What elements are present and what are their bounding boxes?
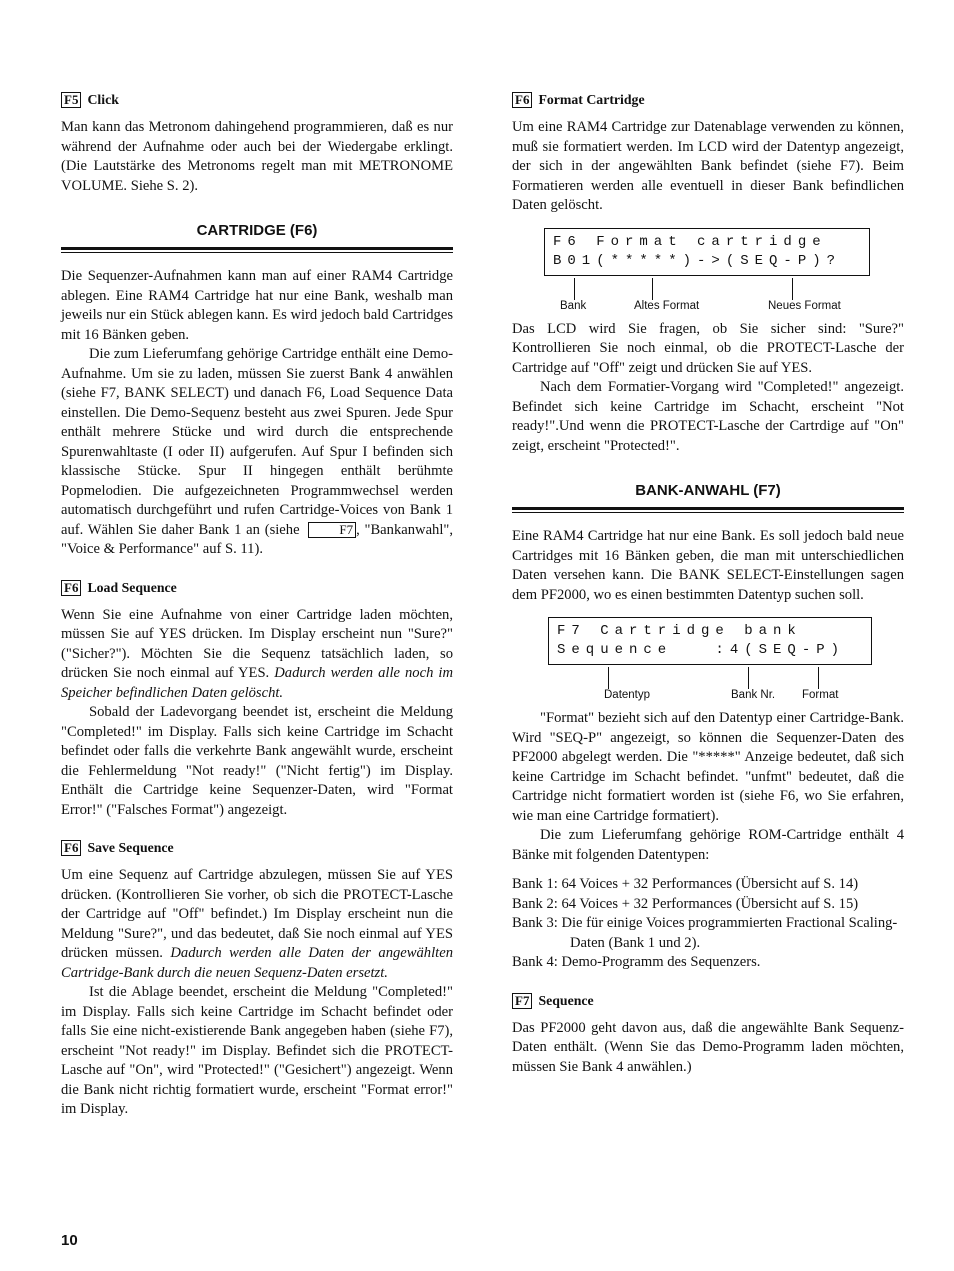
label-bank-nr: Bank Nr. [731, 689, 776, 701]
cartridge-heading: CARTRIDGE (F6) [196, 222, 318, 239]
section-rule [61, 247, 453, 253]
f5-key: F5 [61, 92, 81, 108]
label-new-format: Neues Format [768, 299, 841, 312]
load-title: Load Sequence [87, 579, 177, 595]
format-paragraph-3: Nach dem Formatier-Vorgang wird "Completed!" angezeigt. Befindet sich keine Cartridge im Schacht, erscheint "Not ready!".Und wenn die PROTECT-Lasche der Cartrdige auf "On" zeigt, erscheint "Protected!". [512, 379, 904, 454]
f6-key: F6 [512, 92, 532, 108]
save-paragraph-1: Um eine Sequenz auf Cartridge abzulegen, müssen Sie auf YES drücken. (Kontrollieren Sie vorher, ob sich die PROTECT-Lasche der Cartridge auf "Off" befindet.) Im Display erscheint nun die Meldung "Sure?", und das bedeutet, daß Sie noch einmal auf YES drücken müssen. Dadurch werden alle Daten der angewählten Cartridge-Bank durch die neuen Sequenz-Daten ersetzt. [61, 867, 453, 981]
label-old-format: Altes Format [634, 299, 700, 312]
arrow-format [818, 667, 819, 689]
save-paragraph-2: Ist die Ablage beendet, erscheint die Meldung "Completed!" im Display. Falls sich keine Cartridge im Schacht befindet oder falls Sie eine nicht-existierende Bank angegeben haben (siehe F7), erscheint "Not ready!" im Display. Befindet sich die PROTECT-Lasche auf "On", wird "Protected!" ("Gesichert") angezeigt. Wenn die Bank nicht richtig formatiert wurde, erscheint "Format error!" im Display. [61, 984, 453, 1117]
section-rule [512, 507, 904, 513]
save-subheading [61, 840, 453, 856]
format-title: Format Cartridge [538, 92, 645, 107]
list-item: Bank 1: 64 Voices + 32 Performances (Übersicht auf S. 14) [512, 876, 859, 892]
bank-paragraph-2: "Format" bezieht sich auf den Datentyp einer Cartridge-Bank. Wird "SEQ-P" angezeigt, so können die Sequenzer-Daten des PF2000 abgelegt werden. Die "*****" Anzeige bedeutet, daß sich keine Cartridge im Schacht befindet. "unfmt" bedeutet, daß die Cartridge nicht formatiert worden ist (siehe F6, wo Sie erfahren, wie man eine Cartridge formatiert). [512, 710, 904, 824]
list-item: Bank 3: Die für einige Voices programmierten Fractional Scaling-Daten (Bank 1 und 2). [512, 915, 898, 951]
save-title: Save Sequence [87, 840, 174, 855]
click-subheading [61, 92, 453, 108]
arrow-bank-nr [748, 667, 749, 689]
load-paragraph-1: Wenn Sie eine Aufnahme von einer Cartridge laden möchten, müssen Sie auf YES drücken. Im Display erscheint nun "Sure?" ("Sicher?"). Möchten Sie die Sequenz tatsächlich laden, so drücken Sie noch einmal auf YES. Dadurch werden alle noch im Speicher befindlichen Daten gelöscht. [61, 606, 454, 701]
f7-key-ref: F7 [308, 522, 356, 538]
sequence-title: Sequence [538, 992, 594, 1008]
click-paragraph: Man kann das Metronom dahingehend programmieren, daß es nur während der Aufnahme oder auch bei der Wiedergabe erklingt. (Die Lautstärke des Metronoms regelt man mit METRONOME VOLUME. Siehe S. 2). [61, 119, 453, 194]
lcd-display: F7 Cartridge bank Sequence :4(SEQ-P) [548, 617, 872, 665]
f6-key: F6 [61, 840, 81, 856]
bank-list [512, 875, 904, 973]
bank-paragraph-1: Eine RAM4 Cartridge hat nur eine Bank. Es soll jedoch bald neue Cartridges mit 16 Bänken geben, die man mit unterschiedlichen Daten versehen kann. Die BANK SELECT-Einstellungen sagen dem PF2000, wo es einen bestimmten Datentyp suchen soll. [512, 528, 904, 603]
bank-paragraph-3: Die zum Lieferumfang gehörige ROM-Cartridge enthält 4 Bänke mit folgenden Datentypen: [512, 827, 904, 863]
format-subheading [512, 92, 904, 108]
load-subheading [61, 580, 453, 596]
format-paragraph-1: Um eine RAM4 Cartridge zur Datenablage verwenden zu können, muß sie formatiert werden. Im LCD wird der Datentyp angezeigt, der sich in der angewählten Bank befindet (siehe F7). Beim Formatieren werden alle eventuell in dieser Bank befindlichen Daten gelöscht. [512, 119, 904, 213]
list-item: Bank 2: 64 Voices + 32 Performances (Übersicht auf S. 15) [512, 895, 859, 912]
arrow-datatype [608, 667, 609, 689]
click-title: Click [87, 92, 119, 107]
list-item: Bank 4: Demo-Programm des Sequenzers. [512, 954, 761, 970]
page-number: 10 [61, 1232, 78, 1249]
lcd-bank-diagram [512, 617, 904, 709]
lcd-format-diagram [512, 228, 904, 320]
sequence-subheading [512, 993, 904, 1009]
label-format: Format [802, 689, 839, 701]
right-column [512, 92, 904, 1077]
arrow-bank [574, 278, 575, 300]
cartridge-paragraph-2: Die zum Lieferumfang gehörige Cartridge enthält eine Demo-Aufnahme. Um sie zu laden, müssen Sie zuerst Bank 4 anwählen (siehe F7, BANK SELECT) und danach F6, Load Sequence Data einstellen. Die Demo-Sequenz besteht aus zwei Spuren. Jede Spur enthält mehrere Stücke und wird durch die entsprechende Spurenwahltaste (I oder II) aufgerufen. Auf Spur I befinden sich klassische Stücke. Spur II hingegen enthält berühmte Popmelodien. Die aufgezeichneten Programmwechsel werden automatisch durchgeführt und rufen Cartridge-Voices von Bank 1 auf. Wählen Sie daher Bank 1 an (siehe F7 , "Bankanwahl", "Voice & Performance" auf S. 11). [61, 346, 454, 557]
lcd-display: F6 Format cartridge B01(*****)->(SEQ-P)? [544, 228, 870, 276]
label-datatype: Datentyp [604, 689, 651, 701]
load-paragraph-2: Sobald der Ladevorgang beendet ist, erscheint die Meldung "Completed!" im Display. Falls sich keine Cartridge im Schacht befindet oder falls die verkehrte Bank angewählt wurde, erscheint die Fehlermeldung "Not ready!" ("Nicht fertig") im Display. Enthält die Cartridge keine Sequenzer-Daten, wird "Format Error!" ("Falsches Format") angezeigt. [61, 704, 453, 818]
sequence-paragraph: Das PF2000 geht davon aus, daß die angewählte Bank Sequenz-Daten enthält. (Wenn Sie das Demo-Programm laden möchten, müssen Sie Bank 4 anwählen.) [512, 1019, 904, 1075]
left-column [61, 92, 453, 1120]
bank-anwahl-heading: BANK-ANWAHL (F7) [635, 482, 781, 499]
cartridge-paragraph-1: Die Sequenzer-Aufnahmen kann man auf einer RAM4 Cartridge ablegen. Eine RAM4 Cartridge hat nur eine Bank, weshalb man jeweils nur ein Stück ablegen kann. Es wird jedoch bald Cartridges mit 16 Bänken geben. [61, 268, 453, 343]
arrow-new-format [792, 278, 793, 300]
label-bank: Bank [560, 299, 587, 312]
arrow-old-format [652, 278, 653, 300]
f7-key: F7 [512, 993, 532, 1009]
format-paragraph-2: Das LCD wird Sie fragen, ob Sie sicher sind: "Sure?" Kontrollieren Sie noch einmal, ob die PROTECT-Lasche der Cartridge auf "Off" zeigt und drücken Sie auf YES. [512, 320, 904, 376]
f6-key: F6 [61, 580, 81, 596]
